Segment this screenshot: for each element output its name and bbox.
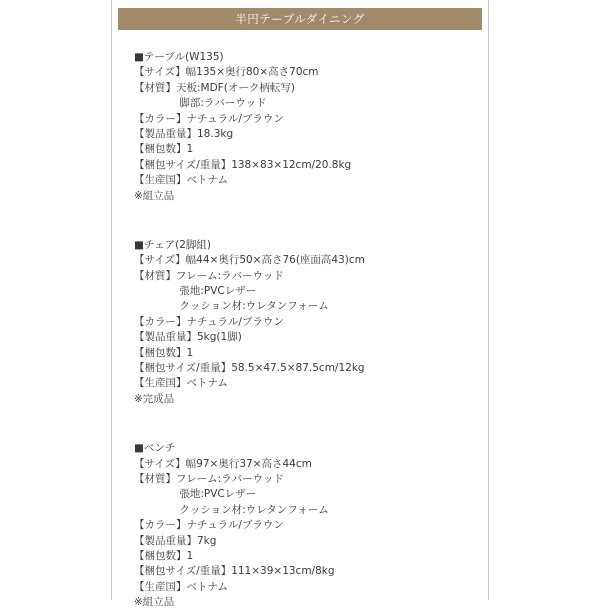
spec-line: 【生産国】ベトナム bbox=[134, 377, 228, 390]
spec-line: 【材質】天板:MDF(オーク柄転写) bbox=[134, 81, 295, 94]
spec-line: クッション材:ウレタンフォーム bbox=[134, 503, 329, 516]
spec-line: 【カラー】ナチュラル/ブラウン bbox=[134, 112, 284, 125]
spec-line: 【梱包サイズ/重量】58.5×47.5×87.5cm/12kg bbox=[134, 362, 365, 375]
spec-section-bench bbox=[134, 441, 474, 610]
spec-line: 【生産国】ベトナム bbox=[134, 580, 228, 593]
spec-note: ※完成品 bbox=[134, 392, 175, 405]
section-title: ■テーブル(W135) bbox=[134, 51, 224, 63]
spec-note: ※組立品 bbox=[134, 596, 175, 609]
spec-line: 【製品重量】18.3kg bbox=[134, 127, 234, 140]
spec-section-chair bbox=[134, 238, 474, 407]
spec-line: 脚部:ラバーウッド bbox=[134, 97, 267, 110]
spec-line: 【サイズ】幅135×奥行80×高さ70cm bbox=[134, 66, 319, 79]
spec-line: 【生産国】ベトナム bbox=[134, 174, 228, 187]
page-title: 半円テーブルダイニング bbox=[118, 8, 482, 30]
spec-line: 【サイズ】幅44×奥行50×高さ76(座面高43)cm bbox=[134, 254, 365, 267]
spec-line: 【製品重量】7kg bbox=[134, 534, 217, 547]
spec-line: クッション材:ウレタンフォーム bbox=[134, 300, 329, 313]
section-title: ■チェア(2脚組) bbox=[134, 238, 211, 251]
section-title: ■ベンチ bbox=[134, 442, 176, 455]
spec-section-table bbox=[134, 50, 474, 204]
spec-line: 張地:PVCレザー bbox=[134, 285, 257, 298]
spec-line: 【梱包数】1 bbox=[134, 549, 194, 562]
spec-note: ※組立品 bbox=[134, 189, 175, 202]
spec-line: 【カラー】ナチュラル/ブラウン bbox=[134, 519, 284, 532]
spec-line: 【梱包数】1 bbox=[134, 143, 194, 156]
spec-line: 【材質】フレーム:ラバーウッド bbox=[134, 472, 284, 485]
spec-line: 張地:PVCレザー bbox=[134, 488, 257, 501]
spec-list bbox=[134, 50, 474, 611]
spec-line: 【梱包サイズ/重量】111×39×13cm/8kg bbox=[134, 565, 335, 578]
spec-line: 【カラー】ナチュラル/ブラウン bbox=[134, 315, 284, 328]
spec-line: 【サイズ】幅97×奥行37×高さ44cm bbox=[134, 457, 312, 470]
spec-line: 【製品重量】5kg(1脚) bbox=[134, 331, 242, 344]
spec-line: 【梱包数】1 bbox=[134, 346, 194, 359]
spec-line: 【材質】フレーム:ラバーウッド bbox=[134, 269, 284, 282]
spec-line: 【梱包サイズ/重量】138×83×12cm/20.8kg bbox=[134, 158, 352, 171]
